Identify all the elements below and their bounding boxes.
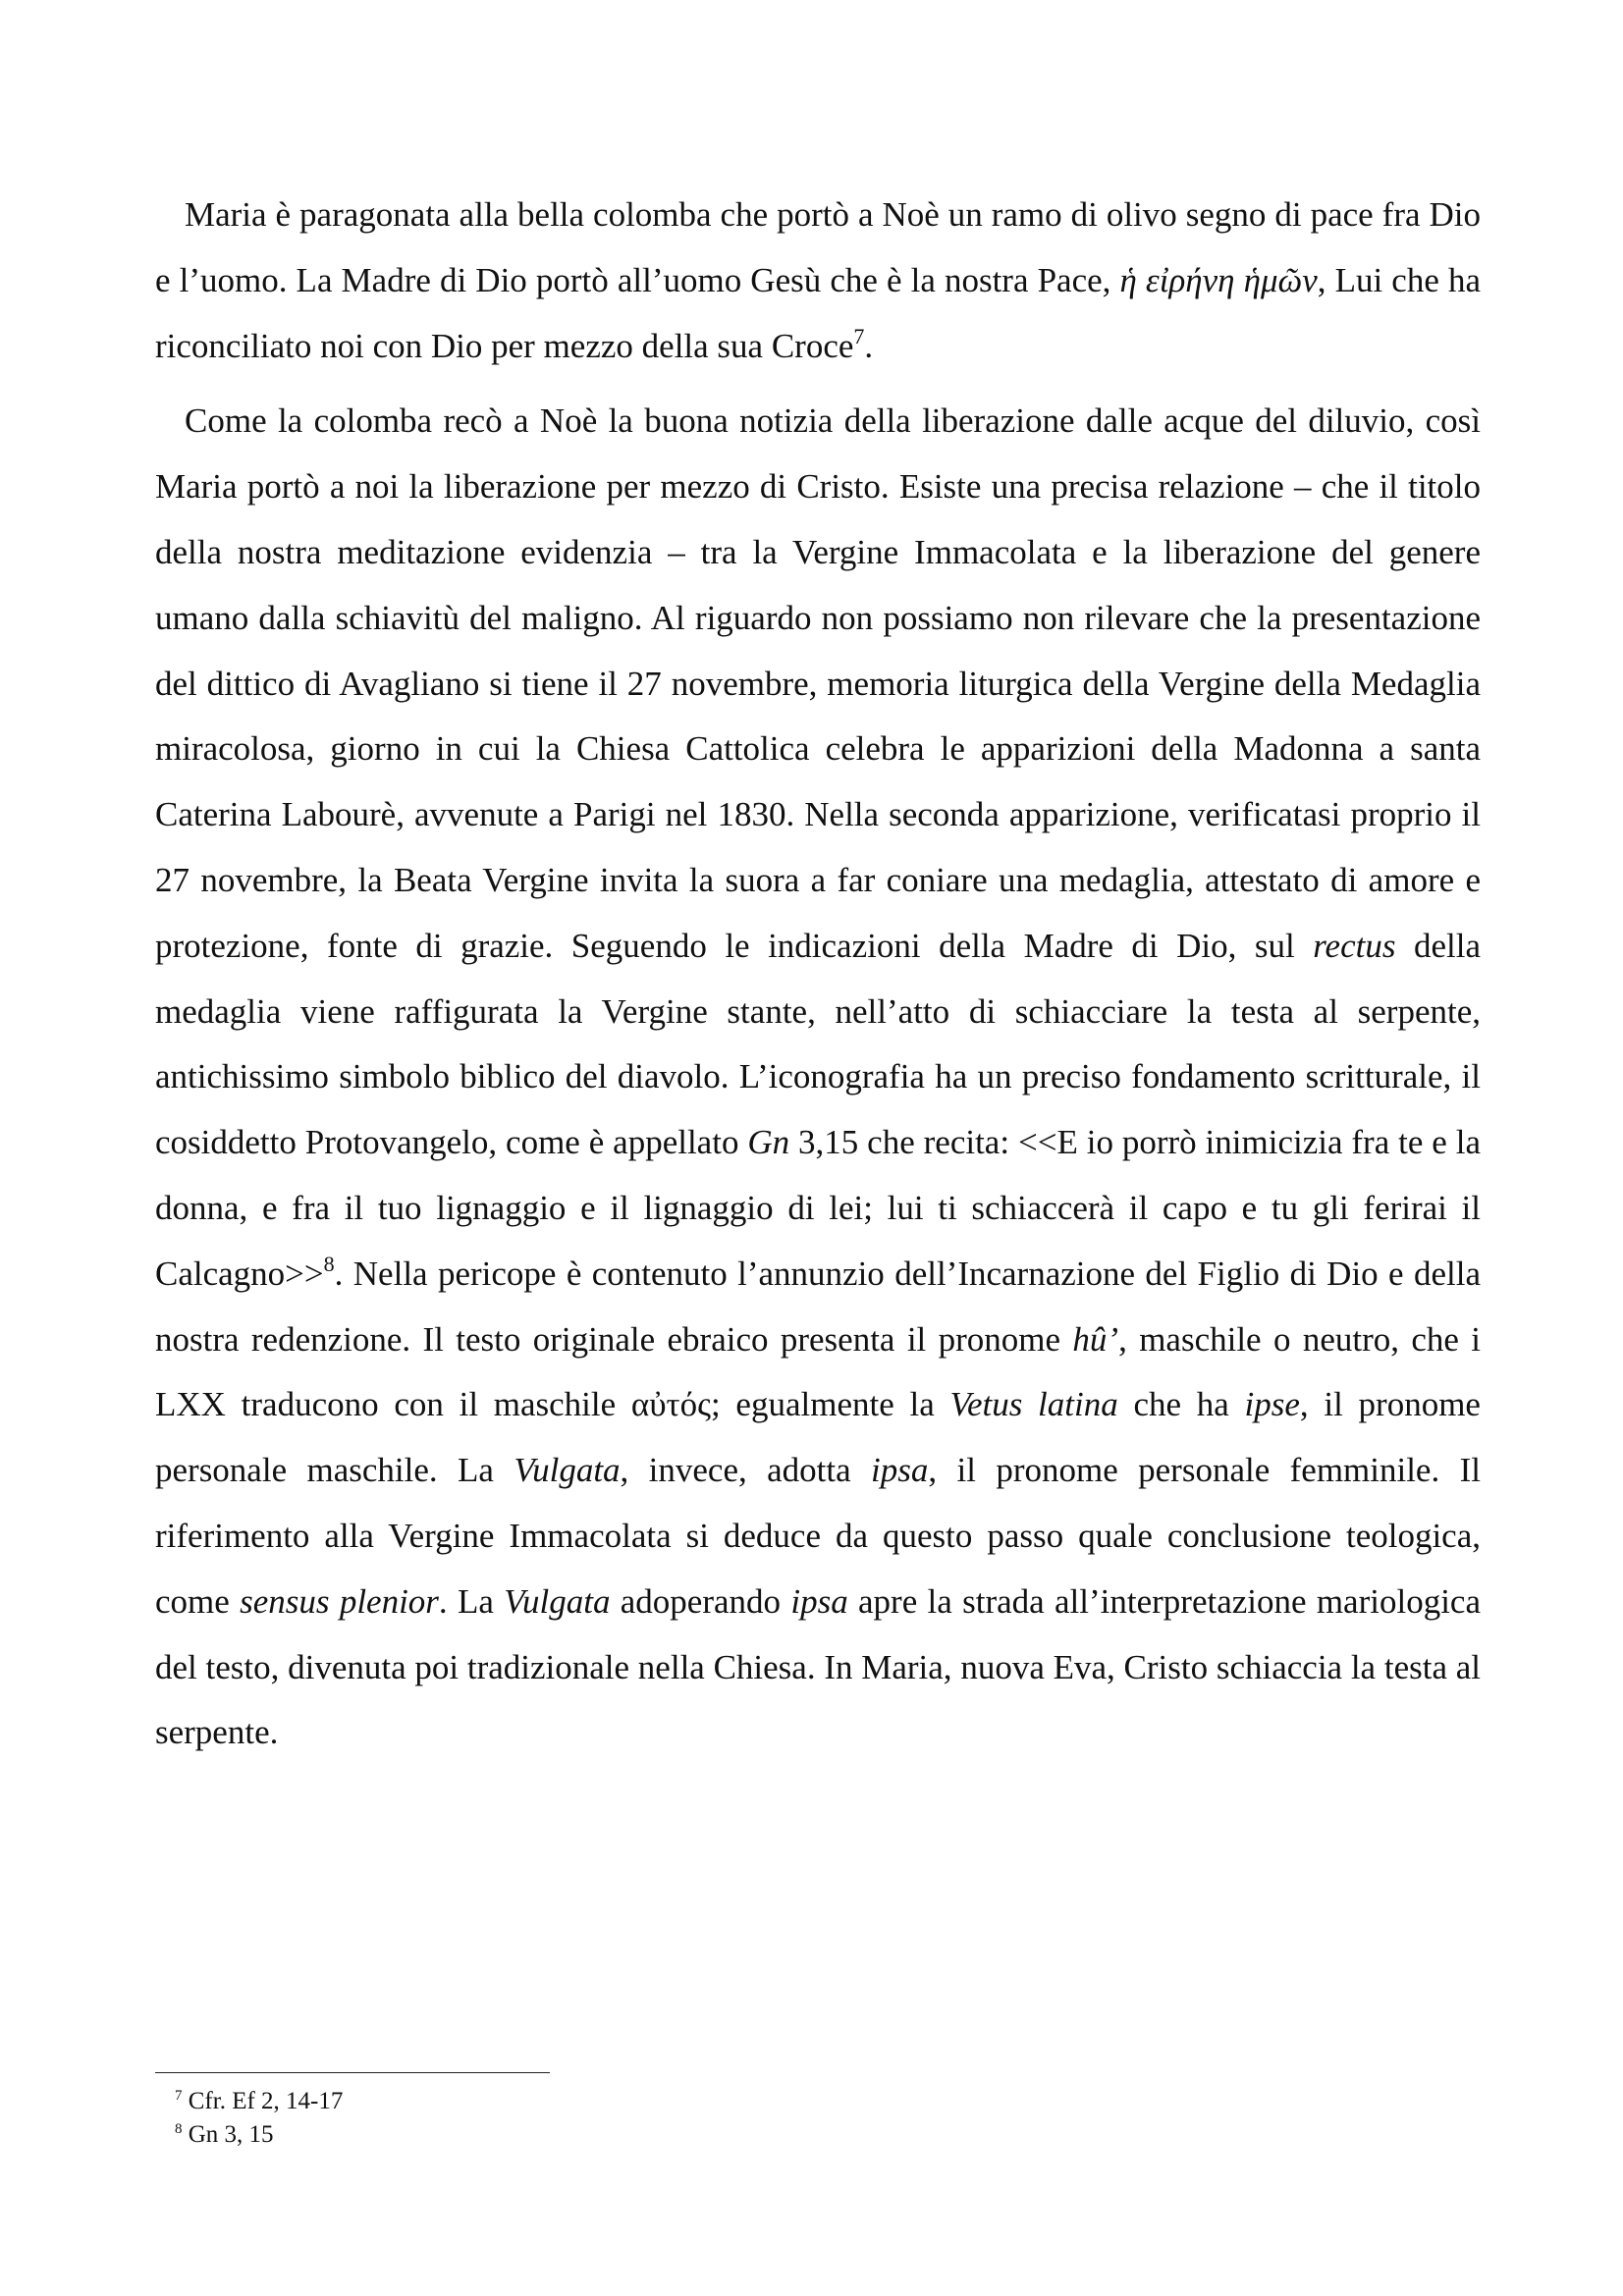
text-segment: . La [438, 1581, 505, 1621]
footnotes [175, 2085, 960, 2152]
italic-term: Gn [747, 1123, 790, 1162]
text-segment: che ha [1117, 1385, 1245, 1424]
text-segment: , il pronome personale maschile. La [155, 1385, 1481, 1490]
paragraph-liberation [155, 389, 1481, 1766]
paragraph-dove-peace [155, 183, 1481, 379]
footnote-8 [175, 2118, 960, 2152]
footnote-mark: 7 [175, 2088, 183, 2104]
text-segment: , Lui che ha riconciliato noi con Dio per mezzo della sua Croce [155, 260, 1481, 365]
text-segment: , maschile o neutro, che i LXX traducono con il maschile αὐτός; egualmente la [155, 1319, 1482, 1424]
body-text [155, 183, 1481, 1766]
italic-term: ipsa [871, 1451, 929, 1490]
italic-term: ipsa [790, 1581, 848, 1621]
italic-term: hû’ [1072, 1319, 1119, 1359]
italic-term: sensus plenior [240, 1581, 439, 1621]
footnote-ref-7[interactable]: 7 [853, 323, 865, 348]
text-segment: . [864, 326, 874, 365]
text-segment: , invece, adotta [620, 1451, 872, 1490]
italic-term: Vetus latina [949, 1385, 1118, 1424]
footnote-ref-8[interactable]: 8 [323, 1251, 335, 1276]
italic-term: rectus [1313, 926, 1396, 965]
footnote-text: Cfr. Ef 2, 14-17 [188, 2088, 344, 2114]
text-segment: Maria è paragonata alla bella colomba che portò a Noè un ramo di olivo segno di pace fra Dio e l’uomo. La Madre di Dio portò all’uomo Gesù che è la nostra Pace, [155, 195, 1481, 299]
footnote-separator [155, 2072, 550, 2073]
text-segment: 3,15 che recita: <<E io porrò inimicizia fra te e la donna, e fra il tuo lignaggio e il lignaggio di lei; lui ti schiaccerà il capo e tu gli ferirai il Calcagno>> [155, 1123, 1481, 1293]
greek-phrase: ἡ εἰρήνη ἡμῶν [1119, 260, 1318, 299]
footnote-mark: 8 [175, 2121, 183, 2137]
text-segment: della medaglia viene raffigurata la Vergine stante, nell’atto di schiacciare la testa al serpente, antichissimo simbolo biblico del diavolo. L’iconografia ha un preciso fondamento scritturale, il cosiddetto Protovangelo, come è appellato [155, 926, 1481, 1162]
italic-term: Vulgata [514, 1451, 621, 1490]
italic-term: ipse [1244, 1385, 1300, 1424]
text-segment: Come la colomba recò a Noè la buona notizia della liberazione dalle acque del diluvio, così Maria portò a noi la liberazione per mezzo di Cristo. Esiste una precisa relazione – che il titolo della nostra meditazione evidenzia – tra la Vergine Immacolata e la liberazione del genere umano dalla schiavitù del maligno. Al riguardo non possiamo non rilevare che la presentazione del dittico di Avagliano si tiene il 27 novembre, memoria liturgica della Vergine della Medaglia miracolosa, giorno in cui la Chiesa Cattolica celebra le apparizioni della Madonna a santa Caterina Labourè, avvenute a Parigi nel 1830. Nella seconda apparizione, verificatasi proprio il 27 novembre, la Beata Vergine invita la suora a far coniare una medaglia, attestato di amore e protezione, fonte di grazie. Seguendo le indicazioni della Madre di Dio, sul [155, 401, 1481, 965]
text-segment: . Nella pericope è contenuto l’annunzio dell’Incarnazione del Figlio di Dio e della nostra redenzione. Il testo originale ebraico presenta il pronome [155, 1254, 1481, 1359]
footnote-text: Gn 3, 15 [188, 2121, 274, 2148]
text-segment: , il pronome personale femminile. Il riferimento alla Vergine Immacolata si deduce da questo passo quale conclusione teologica, come [155, 1451, 1481, 1621]
text-segment: adoperando [610, 1581, 791, 1621]
footnote-7 [175, 2085, 960, 2118]
italic-term: Vulgata [504, 1581, 611, 1621]
text-segment: apre la strada all’interpretazione mariologica del testo, divenuta poi tradizionale nella Chiesa. In Maria, nuova Eva, Cristo schiaccia la testa al serpente. [155, 1581, 1481, 1752]
